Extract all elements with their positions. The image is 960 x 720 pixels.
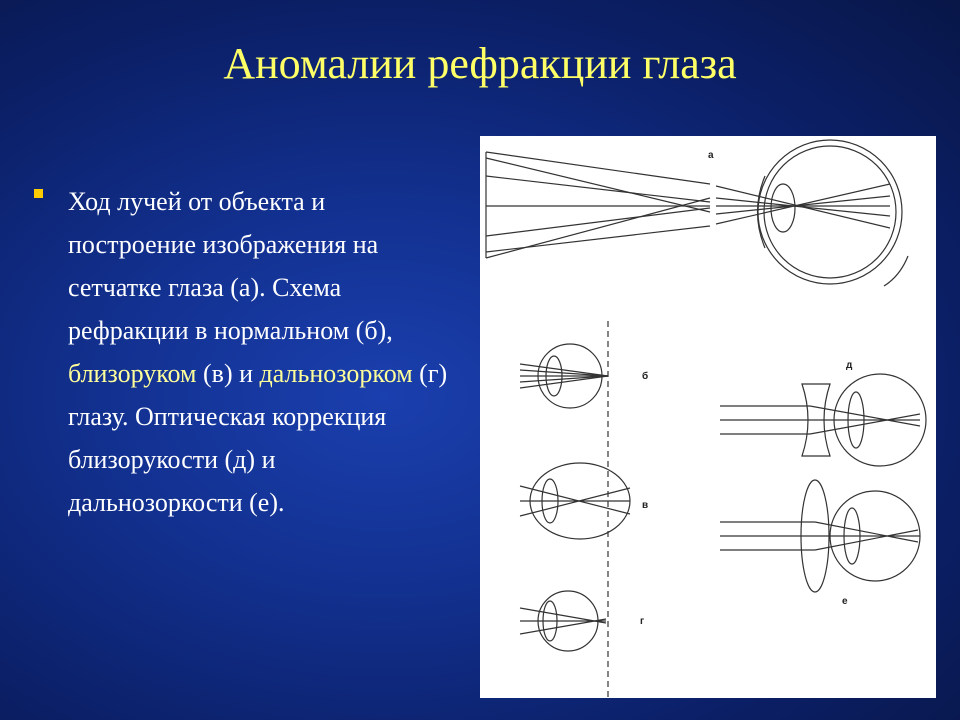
diagram-d-myopia-correction <box>720 374 926 466</box>
diagram-a-eye <box>758 140 909 286</box>
refraction-diagram <box>480 136 936 698</box>
diagram-v-myopic-eye <box>520 463 630 539</box>
diagram-label-b: б <box>642 371 649 382</box>
bullet-item <box>34 180 454 524</box>
bullet-text-part-1: Ход лучей от объекта и построение изображения на сетчатке глаза (а). Схема рефракции в нормальном (б), <box>68 187 393 345</box>
diagram-a-rays <box>486 152 890 258</box>
bullet-text <box>68 180 454 524</box>
refraction-diagram-svg <box>480 136 936 698</box>
diagram-label-d: д <box>846 360 853 371</box>
highlight-myopic: близоруком <box>68 359 197 388</box>
diagram-label-a: а <box>708 150 714 161</box>
diagram-label-g: г <box>640 616 645 627</box>
diagram-label-v: в <box>642 500 649 511</box>
diagram-label-e: е <box>842 596 848 607</box>
highlight-hyperopic: дальнозорком <box>259 359 413 388</box>
diagram-e-hyperopia-correction <box>720 480 920 592</box>
bullet-marker <box>34 189 43 198</box>
bullet-text-part-3: (г) глазу. Оптическая коррекция близорукости (д) и дальнозоркости (е). <box>68 359 448 517</box>
slide-title: Аномалии рефракции глаза <box>223 39 737 88</box>
diagram-g-hyperopic-eye <box>520 591 606 651</box>
diagram-b-normal-eye <box>520 344 608 408</box>
bullet-text-part-2: (в) и <box>196 359 260 388</box>
